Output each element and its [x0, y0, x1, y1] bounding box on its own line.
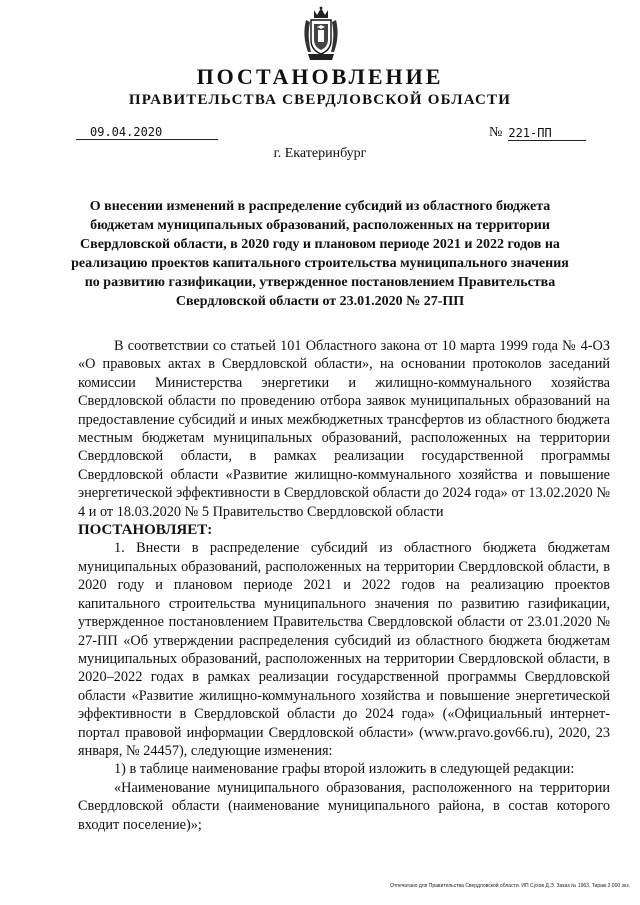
- coat-of-arms-emblem: [300, 6, 342, 62]
- document-type-title: ПОСТАНОВЛЕНИЕ: [196, 64, 444, 89]
- document-body: [78, 337, 610, 834]
- item-1-paragraph: 1. Внести в распределение субсидий из областного бюджета бюджетам муниципальных образований, расположенных на территории Свердловской области, в 2020 году и плановом периоде 2021 и 2022 годов на реализацию проектов капитального строительства муниципального значения по развитию газификации, утвержденное постановлением Правительства Свердловской области от 23.01.2020 № 27-ПП «Об утверждении распределения субсидий из областного бюджета бюджетам муниципальных образований, расположенных на территории Свердловской области, в 2020–2022 годах в рамках реализации государственной программы Свердловской области «Развитие жилищно-коммунального хозяйства и повышение энергетической эффективности в Свердловской области до 2024 года» («Официальный интернет-портал правовой информации Свердловской области» (www.pravo.gov66.ru), 2020, 23 января, № 24457), следующие изменения:: [78, 540, 610, 759]
- print-footer-note: Отпечатано для Правительства Свердловской области. ИП Сухов Д.Э. Заказ № 1963. Тираж 2 000 экз.: [390, 883, 630, 889]
- intro-paragraph: В соответствии со статьей 101 Областного закона от 10 марта 1999 года № 4-ОЗ «О правовых актах в Свердловской области», на основании протоколов заседаний комиссии Министерства энергетики и жилищно-коммунального хозяйства Свердловской области по проведению отбора заявок муниципальных образований на предоставление субсидий и иных межбюджетных трансфертов из областного бюджета местным бюджетам муниципальных образований, расположенных на территории Свердловской области, в рамках реализации государственной программы Свердловской области «Развитие жилищно-коммунального хозяйства и повышение энергетической эффективности в Свердловской области до 2024 года» от 13.02.2020 № 4 и от 18.03.2020 № 5 Правительство Свердловской области: [78, 338, 610, 520]
- decree-date: 09.04.2020: [76, 125, 218, 140]
- postanovlyaet-label: ПОСТАНОВЛЯЕТ:: [78, 522, 213, 539]
- subitem-1-paragraph: 1) в таблице наименование графы второй изложить в следующей редакции:: [114, 761, 575, 778]
- document-heading: О внесении изменений в распределение субсидий из областного бюджета бюджетам муниципальных образований, расположенных на территории Свердловской области, в 2020 году и плановом периоде 2021 и 2022 годов на реализацию проектов капитального строительства муниципального значения по развитию газификации, утвержденное постановлением Правительства Свердловской области от 23.01.2020 № 27-ПП: [71, 199, 569, 309]
- decree-number: 221-ПП: [508, 126, 586, 141]
- city-label: г. Екатеринбург: [273, 146, 367, 161]
- number-sign: №: [489, 125, 503, 140]
- quote-paragraph: «Наименование муниципального образования, расположенного на территории Свердловской области (наименование муниципального района, в состав которого входит поселение)»;: [78, 779, 610, 833]
- issuer-subtitle: ПРАВИТЕЛЬСТВА СВЕРДЛОВСКОЙ ОБЛАСТИ: [128, 92, 512, 108]
- decree-number-field: [489, 125, 586, 141]
